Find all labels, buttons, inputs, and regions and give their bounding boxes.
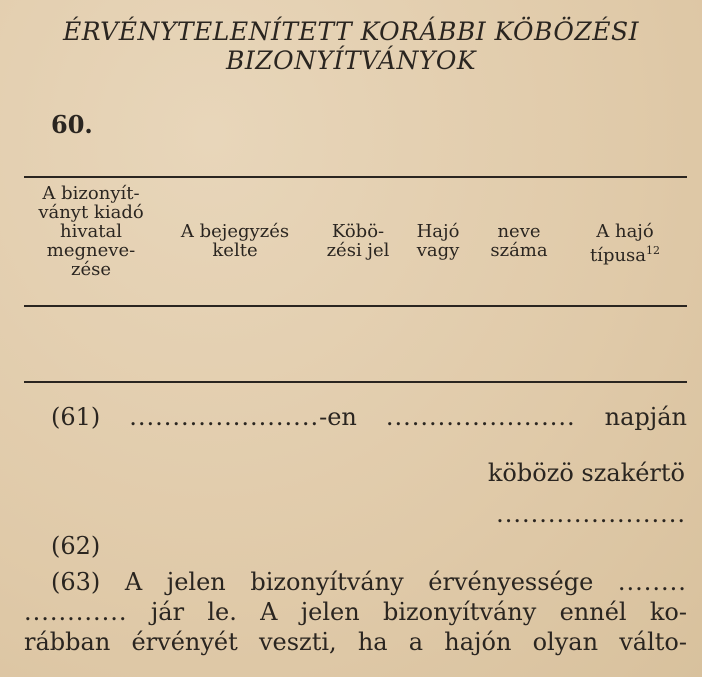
footnote-marker: 12 [646, 244, 661, 257]
paragraph-61-word: napján [604, 403, 687, 431]
paragraph-61 [51, 403, 687, 431]
table-bottom-rule [24, 381, 687, 383]
heading-line-2: BIZONYÍTVÁNYOK [225, 46, 476, 75]
signature-blank: ...................... [496, 500, 686, 528]
paragraph-61-number: (61) [51, 403, 101, 431]
column-header-measurement-mark: Köbö- zési jel [326, 221, 390, 261]
column-header-issuing-office: A bizonyít- ványt kiadó hivatal megneve- zése [38, 183, 144, 280]
paragraph-62-number: (62) [51, 532, 101, 560]
column-header-vessel-type: A hajó típusa$^{12}$ [589, 221, 661, 266]
table-top-rule [24, 176, 687, 178]
table-header-rule [24, 305, 687, 307]
column-header-entry-date: A bejegyzés kelte [180, 221, 290, 261]
paragraph-61-day-blank: ...................... [385, 403, 576, 431]
paragraph-63-line-2: ............ jár le. A jelen bizonyítvány ennél ko- [24, 598, 687, 626]
paragraph-63-line-1: (63) A jelen bizonyítvány érvényessége ........ [51, 568, 687, 596]
paragraph-61-date-blank: ......................-en [129, 403, 357, 431]
column-header-vessel-or: Hajó vagy [416, 221, 460, 261]
section-number: 60. [51, 110, 93, 139]
paragraph-63-line-3: rábban érvényét veszti, ha a hajón olyan válto- [24, 628, 687, 656]
heading-line-1: ÉRVÉNYTELENÍTETT KORÁBBI KÖBÖZÉSI [63, 17, 639, 46]
column-header-name-number: neve száma [490, 221, 548, 261]
signature-label: köbözö szakértö [487, 459, 685, 487]
